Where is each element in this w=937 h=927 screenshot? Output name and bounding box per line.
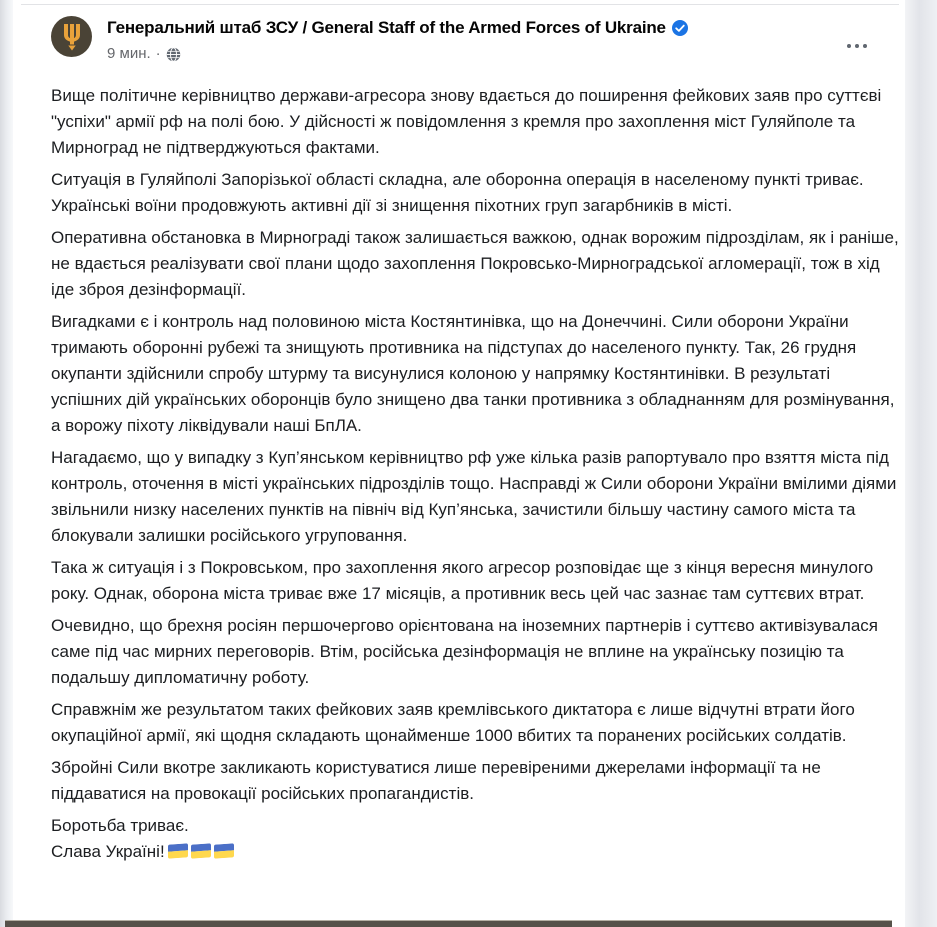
post-paragraph: Така ж ситуація і з Покровськом, про захоплення якого агресор розповідає ще з кінця вересня минулого року. Однак, оборона міста триває вже 17 місяців, а противник весь цей час зазнає там суттєвих втрат. [51,558,874,603]
post-meta-row [107,45,181,62]
ukraine-flag-emoji [214,843,234,858]
left-gutter [0,0,13,927]
post-paragraph: Збройні Сили вкотре закликають користуватися лише перевіреними джерелами інформації та не піддаватися на провокації російських пропагандистів. [51,758,821,803]
post-closing-paragraph [51,813,899,865]
page-avatar[interactable] [51,16,92,57]
post-body-text [51,83,899,865]
background-window-edge [5,920,892,927]
post-options-button[interactable] [839,36,875,56]
post-paragraph: Справжнім же результатом таких фейкових заяв кремлівського диктатора є лише відчутні втрати його окупаційної армії, які щодня складають щонайменше 1000 вбитих та поранених російських солдатів. [51,700,855,745]
ellipsis-icon [847,44,851,48]
ellipsis-icon [855,44,859,48]
post-paragraph: Очевидно, що брехня росіян першочергово орієнтована на іноземних партнерів і суттєво активізувалася саме під час мирних переговорів. Втім, російська дезінформація не вплине на українську позицію та подальшу дипломатичну роботу. [51,616,879,687]
ukraine-flag-emoji [168,843,188,858]
post-header [51,16,871,72]
post-paragraph: Ситуація в Гуляйполі Запорізької області складна, але оборонна операція в населеному пункті триває. Українські воїни продовжують активні дії зі знищення піхотних груп загарбників в місті. [51,170,864,215]
post-paragraph: Нагадаємо, що у випадку з Куп’янськом керівництво рф уже кілька разів рапортувало про взяття міста під контроль, оточення в місті українських підрозділів тощо. Насправді ж Сили оборони України вмілими діями звільнили низку населених пунктів на північ від Куп’янська, зачистили більшу частину самого міста та блокували залишки російського угруповання. [51,448,897,545]
post-paragraph: Вище політичне керівництво держави-агресора знову вдається до поширення фейкових заяв про суттєві "успіхи" армії рф на полі бою. У дійсності ж повідомлення з кремля про захоплення міст Гуляйполе та Мирноград не підтверджуються фактами. [51,86,882,157]
ellipsis-icon [863,44,867,48]
ukraine-flag-emoji [191,843,211,858]
closing-line: Слава Україні! [51,842,165,861]
trident-icon [61,23,83,51]
page-name-link[interactable]: Генеральний штаб ЗСУ / General Staff of the Armed Forces of Ukraine [107,18,666,37]
post-paragraph: Оперативна обстановка в Мирнограді також залишається важкою, однак ворожим підрозділам, як і раніше, не вдається реалізувати свої плани щодо захоплення Покровсько-Мирноградської агломерації, тож в хід іде зброя дезінформації. [51,228,899,299]
verified-badge-icon [672,20,688,36]
top-divider [21,4,899,5]
page-title-row [107,18,867,38]
meta-separator: · [155,45,161,62]
globe-privacy-icon [166,47,181,62]
post-paragraph: Вигадками є і контроль над половиною міста Костянтинівка, що на Донеччині. Сили оборони України тримають оборонні рубежі та знищують противника на підступах до населеного пункту. Так, 26 грудня окупанти здійснили спробу штурму та висунулися колоною у напрямку Костянтинівки. В результаті успішних дій українських оборонців було знищено два танки противника з обладнанням для розмінування, а ворожу піхоту ліквідували наші БпЛА. [51,312,895,435]
post-timestamp[interactable]: 9 мин. [107,45,151,62]
post-card [13,0,905,927]
right-gutter[interactable] [905,0,937,927]
closing-line: Боротьба триває. [51,816,189,835]
